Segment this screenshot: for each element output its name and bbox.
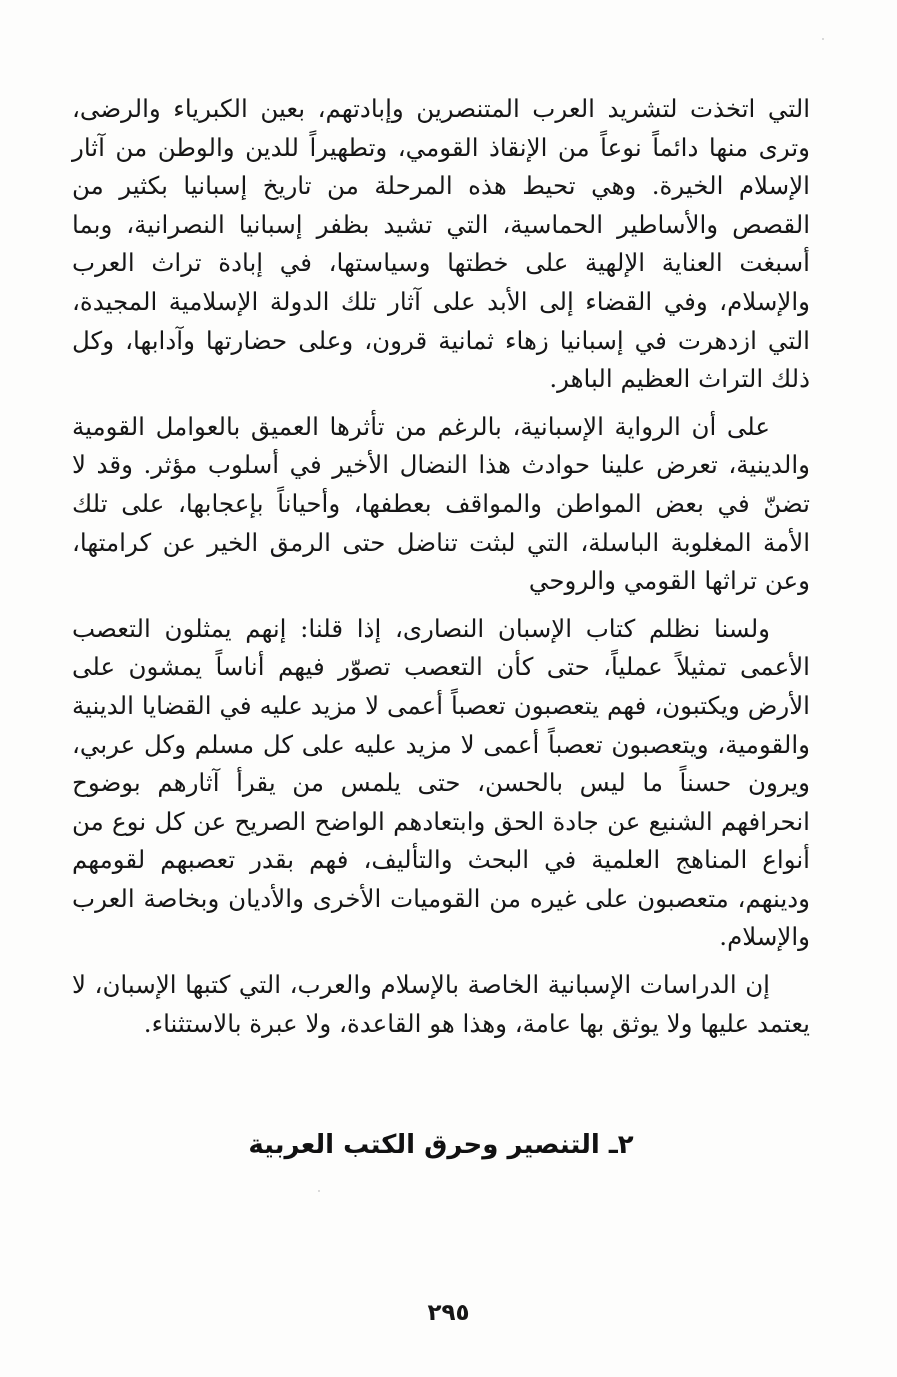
- paragraph-1: التي اتخذت لتشريد العرب المتنصرين وإبادتهم، بعين الكبرياء والرضى، وترى منها دائماً نوعاً من الإنقاذ القومي، وتطهيراً للدين والوطن من آثار الإسلام الخيرة. وهي تحيط هذه المرحلة من تاريخ إسبانيا بكثير من القصص والأساطير الحماسية، التي تشيد بظفر إسبانيا النصرانية، وبما أسبغت العناية الإلهية على خطتها وسياستها، في إبادة تراث العرب والإسلام، وفي القضاء إلى الأبد على آثار تلك الدولة الإسلامية المجيدة، التي ازدهرت في إسبانيا زهاء ثمانية قرون، وعلى حضارتها وآدابها، وكل ذلك التراث العظيم الباهر.: [72, 94, 810, 394]
- page-number: ٢٩٥: [427, 1300, 470, 1326]
- paragraph-3: ولسنا نظلم كتاب الإسبان النصارى، إذا قلنا: إنهم يمثلون التعصب الأعمى تمثيلاً عملياً، حتى كأن التعصب تصوّر فيهم أناساً يمشون على الأرض ويكتبون، فهم يتعصبون تعصباً أعمى لا مزيد عليه في القضايا الدينية والقومية، ويتعصبون تعصباً أعمى لا مزيد عليه على كل مسلم وكل عربي، ويرون حسناً ما ليس بالحسن، حتى يلمس من يقرأ آثارهم بوضوح انحرافهم الشنيع عن جادة الحق وابتعادهم الواضح الصريح عن كل نوع من أنواع المناهج العلمية في البحث والتأليف، فهم بقدر تعصبهم لقومهم ودينهم، متعصبون على غيره من القوميات الأخرى والأديان وبخاصة العرب والإسلام.: [72, 613, 810, 952]
- scan-speck: [318, 1190, 320, 1192]
- paragraph-2: على أن الرواية الإسبانية، بالرغم من تأثرها العميق بالعوامل القومية والدينية، تعرض علينا حوادث هذا النضال الأخير في أسلوب مؤثر. وقد لا تضنّ في بعض المواطن والمواقف بعطفها، وأحياناً بإعجابها، على تلك الأمة المغلوبة الباسلة، التي لبثت تناضل حتى الرمق الخير عن كرامتها، وعن تراثها القومي والروحي: [72, 411, 810, 596]
- section-heading: ٢ـ التنصير وحرق الكتب العربية: [248, 1130, 634, 1160]
- paragraph-4: إن الدراسات الإسبانية الخاصة بالإسلام والعرب، التي كتبها الإسبان، لا يعتمد عليها ولا يوثق بها عامة، وهذا هو القاعدة، ولا عبرة بالاستثناء.: [72, 970, 810, 1038]
- scan-speck: [822, 38, 824, 40]
- body-text: [72, 90, 810, 1043]
